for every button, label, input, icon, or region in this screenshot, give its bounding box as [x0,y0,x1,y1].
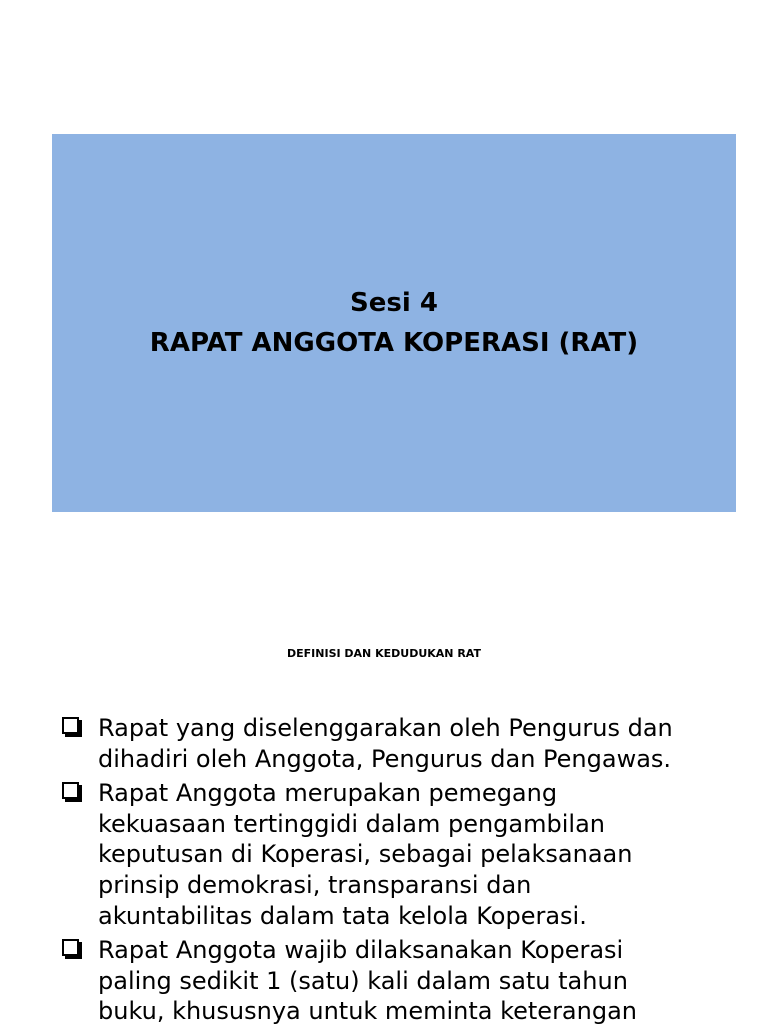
bullet-line: prinsip demokrasi, transparansi dan [98,870,532,899]
bullet-line: paling sedikit 1 (satu) kali dalam satu tahun [98,966,628,995]
session-number: Sesi 4 [350,288,438,318]
bullet-item [60,713,740,774]
title-slide [52,134,736,512]
bullet-line: buku, khususnya untuk meminta keterangan [98,997,638,1026]
bullet-line: dihadiri oleh Anggota, Pengurus dan Pengawas. [98,744,672,773]
presentation-title: RAPAT ANGGOTA KOPERASI (RAT) [149,328,639,358]
checkbox-square-icon [62,939,79,956]
bullet-line: Rapat Anggota wajib dilaksanakan Koperasi [98,936,624,965]
bullet-line: Rapat yang diselenggarakan oleh Pengurus dan [98,714,673,742]
checkbox-square-icon [62,717,79,734]
bullet-line: akuntabilitas dalam tata kelola Koperasi. [98,901,587,930]
bullet-list [60,713,740,1031]
checkbox-square-icon [62,782,79,799]
bullet-item [60,935,740,1027]
bullet-item [60,778,740,931]
section-heading: DEFINISI DAN KEDUDUKAN RAT [287,647,481,660]
bullet-line: Rapat Anggota merupakan pemegang [98,779,558,808]
bullet-line: keputusan di Koperasi, sebagai pelaksanaan [98,840,633,869]
bullet-line: kekuasaan tertinggidi dalam pengambilan [98,809,605,838]
